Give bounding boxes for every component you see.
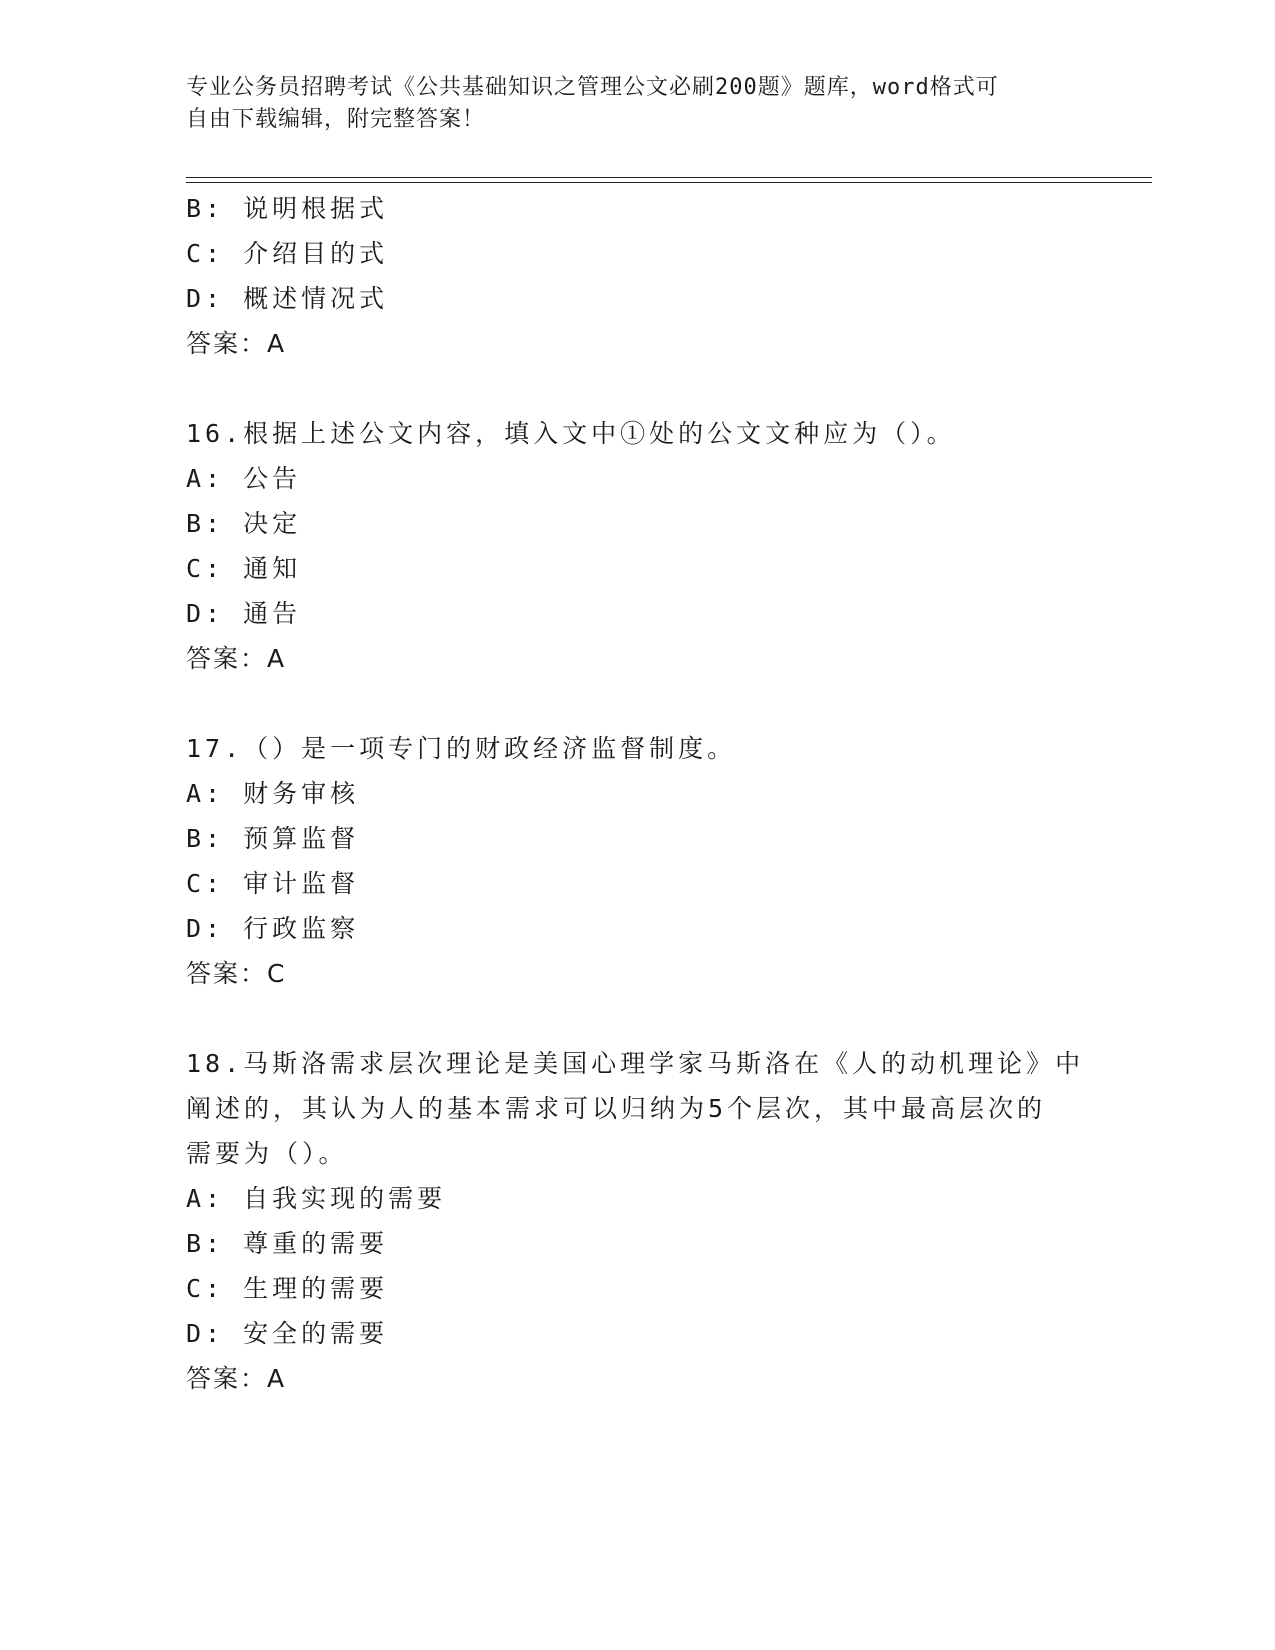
q18-question-line-1: 18.马斯洛需求层次理论是美国心理学家马斯洛在《人的动机理论》中 — [186, 1049, 1085, 1078]
q17-option-d: D: 行政监察 — [186, 914, 360, 943]
q16-question: 16.根据上述公文内容，填入文中①处的公文文种应为（）。 — [186, 419, 956, 448]
q18-question-line-2: 阐述的，其认为人的基本需求可以归纳为5个层次，其中最高层次的 — [186, 1094, 1047, 1123]
document-header — [186, 72, 1086, 136]
q17-question: 17.（）是一项专门的财政经济监督制度。 — [186, 734, 737, 763]
q17-option-a: A: 财务审核 — [186, 779, 360, 808]
header-title-line-1: 专业公务员招聘考试《公共基础知识之管理公文必刷200题》题库，word格式可 — [186, 75, 999, 100]
q17-option-b: B: 预算监督 — [186, 824, 360, 853]
q16-answer: 答案：A — [186, 644, 287, 673]
q18-answer: 答案：A — [186, 1364, 287, 1393]
header-divider-top — [186, 177, 1152, 178]
q16-option-b: B: 决定 — [186, 509, 302, 538]
header-divider-bottom — [186, 182, 1152, 183]
q16-option-a: A: 公告 — [186, 464, 302, 493]
q16-option-d: D: 通告 — [186, 599, 302, 628]
q15-answer: 答案：A — [186, 329, 287, 358]
q18-option-a: A: 自我实现的需要 — [186, 1184, 447, 1213]
q18-option-d: D: 安全的需要 — [186, 1319, 389, 1348]
q15-option-c: C: 介绍目的式 — [186, 239, 389, 268]
header-title-line-2: 自由下载编辑，附完整答案！ — [186, 107, 486, 132]
q18-option-c: C: 生理的需要 — [186, 1274, 389, 1303]
q18-question-line-3: 需要为（）。 — [186, 1139, 348, 1168]
q17-answer: 答案：C — [186, 959, 287, 988]
q17-option-c: C: 审计监督 — [186, 869, 360, 898]
q18-option-b: B: 尊重的需要 — [186, 1229, 389, 1258]
q16-option-c: C: 通知 — [186, 554, 302, 583]
q15-option-b: B: 说明根据式 — [186, 194, 389, 223]
q15-option-d: D: 概述情况式 — [186, 284, 389, 313]
